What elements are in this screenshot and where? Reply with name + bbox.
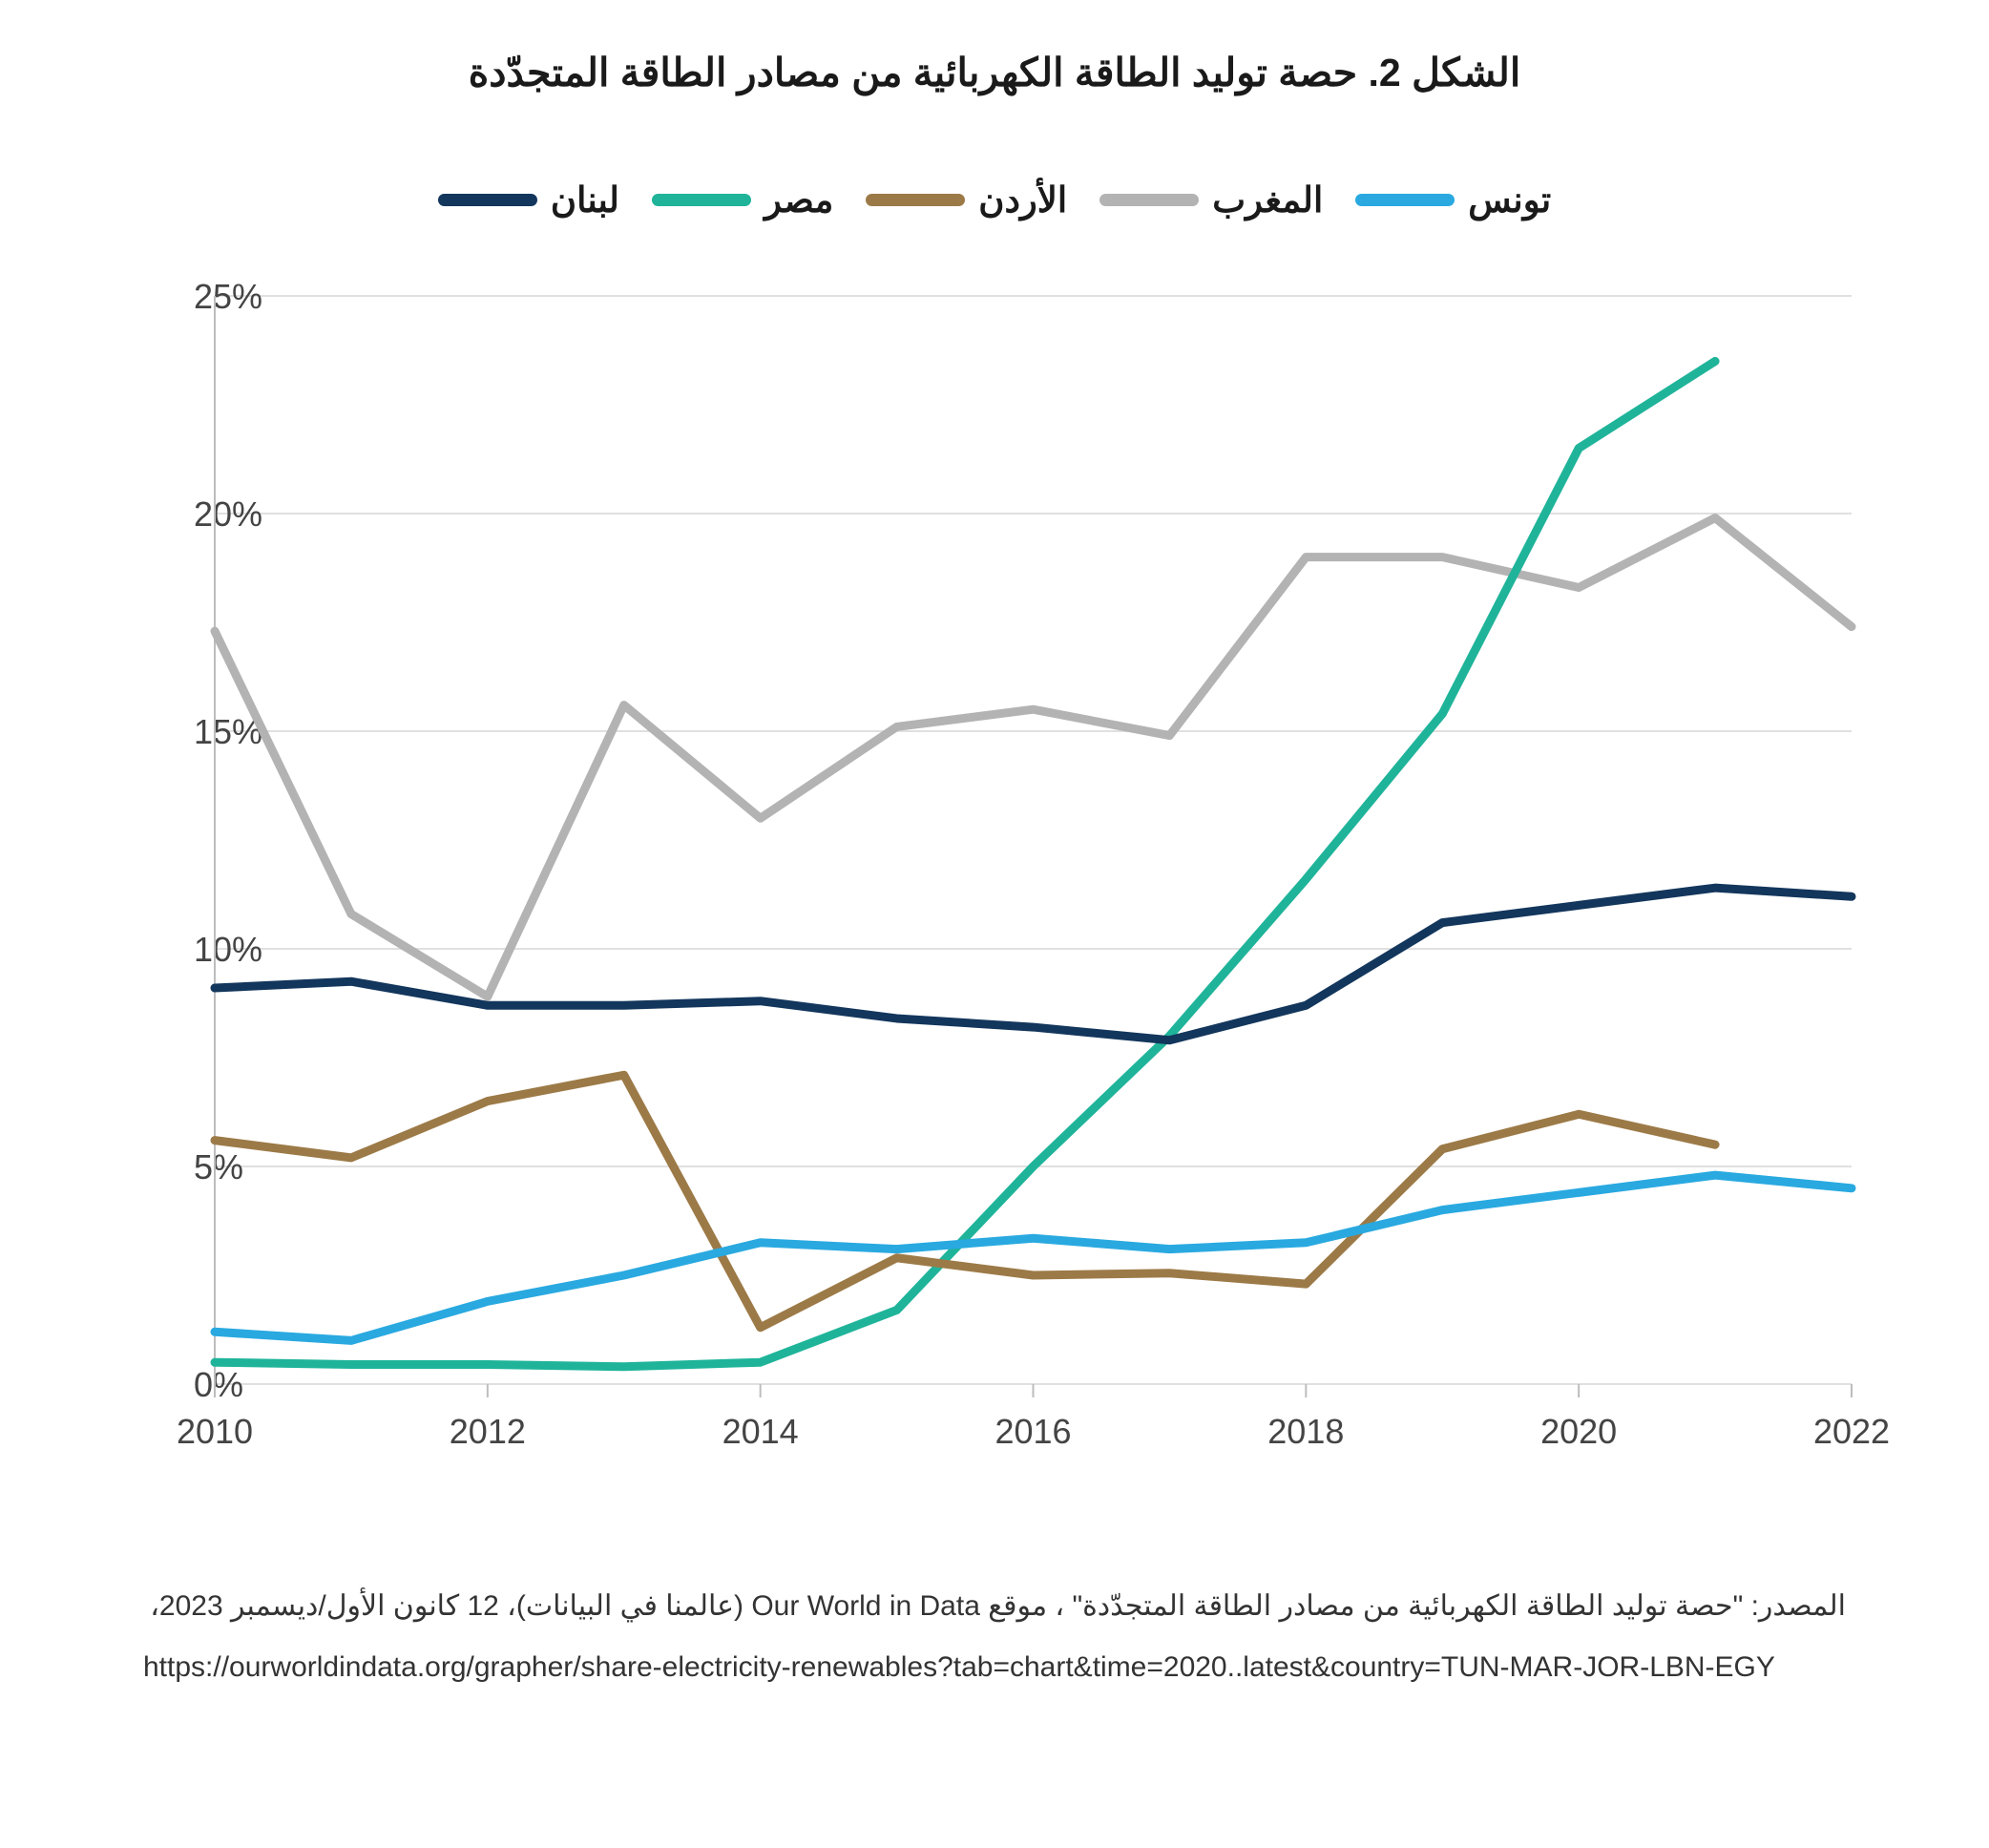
legend-label-lebanon: لبنان	[550, 180, 619, 220]
x-axis-tick-label: 2014	[722, 1412, 799, 1451]
legend-label-morocco: المغرب	[1212, 180, 1324, 220]
x-axis-tick-label: 2016	[994, 1412, 1072, 1451]
y-axis-tick-label: 25%	[194, 277, 263, 316]
series-line-تونس	[215, 1175, 1852, 1340]
figure-footer	[143, 1585, 1846, 1688]
y-axis-tick-label: 15%	[194, 712, 263, 751]
legend-item-lebanon	[438, 179, 619, 220]
legend-label-jordan: الأردن	[978, 180, 1068, 220]
legend-swatch-lebanon	[438, 194, 537, 206]
source-note: المصدر: "حصة توليد الطاقة الكهربائية من مصادر الطاقة المتجدّدة" ، موقع Our World in Data (عالمنا في البيانات)، 12 كانون الأول/ديسمبر 2023،	[150, 1590, 1846, 1622]
legend-swatch-egypt	[652, 194, 751, 206]
legend-item-jordan	[866, 179, 1067, 220]
legend-swatch-tunisia	[1355, 194, 1455, 206]
chart-legend	[0, 179, 1989, 220]
series-line-مصر	[215, 361, 1715, 1366]
legend-item-egypt	[652, 179, 833, 220]
series-line-المغرب	[215, 518, 1852, 998]
chart-area	[105, 277, 1890, 1508]
y-axis-tick-label: 10%	[194, 930, 263, 969]
line-chart	[105, 277, 1890, 1508]
series-line-لبنان	[215, 888, 1852, 1040]
legend-item-morocco	[1099, 179, 1323, 220]
x-axis-tick-label: 2010	[176, 1412, 254, 1451]
x-axis-tick-label: 2022	[1812, 1412, 1890, 1451]
page-title: الشكل 2. حصة توليد الطاقة الكهربائية من مصادر الطاقة المتجدّدة	[468, 51, 1521, 94]
y-axis-tick-label: 0%	[194, 1365, 244, 1404]
source-url: https://ourworldindata.org/grapher/share-electricity-renewables?tab=chart&time=2020..latest&country=TUN-MAR-JOR-LBN-EGY	[143, 1651, 1775, 1683]
legend-item-tunisia	[1355, 179, 1551, 220]
legend-swatch-jordan	[866, 194, 965, 206]
legend-label-egypt: مصر	[764, 180, 834, 220]
x-axis-tick-label: 2012	[449, 1412, 526, 1451]
legend-swatch-morocco	[1099, 194, 1199, 206]
x-axis-tick-label: 2020	[1540, 1412, 1618, 1451]
legend-label-tunisia: تونس	[1468, 180, 1552, 220]
y-axis-tick-label: 5%	[194, 1147, 244, 1186]
x-axis-tick-label: 2018	[1267, 1412, 1345, 1451]
y-axis-tick-label: 20%	[194, 494, 263, 534]
